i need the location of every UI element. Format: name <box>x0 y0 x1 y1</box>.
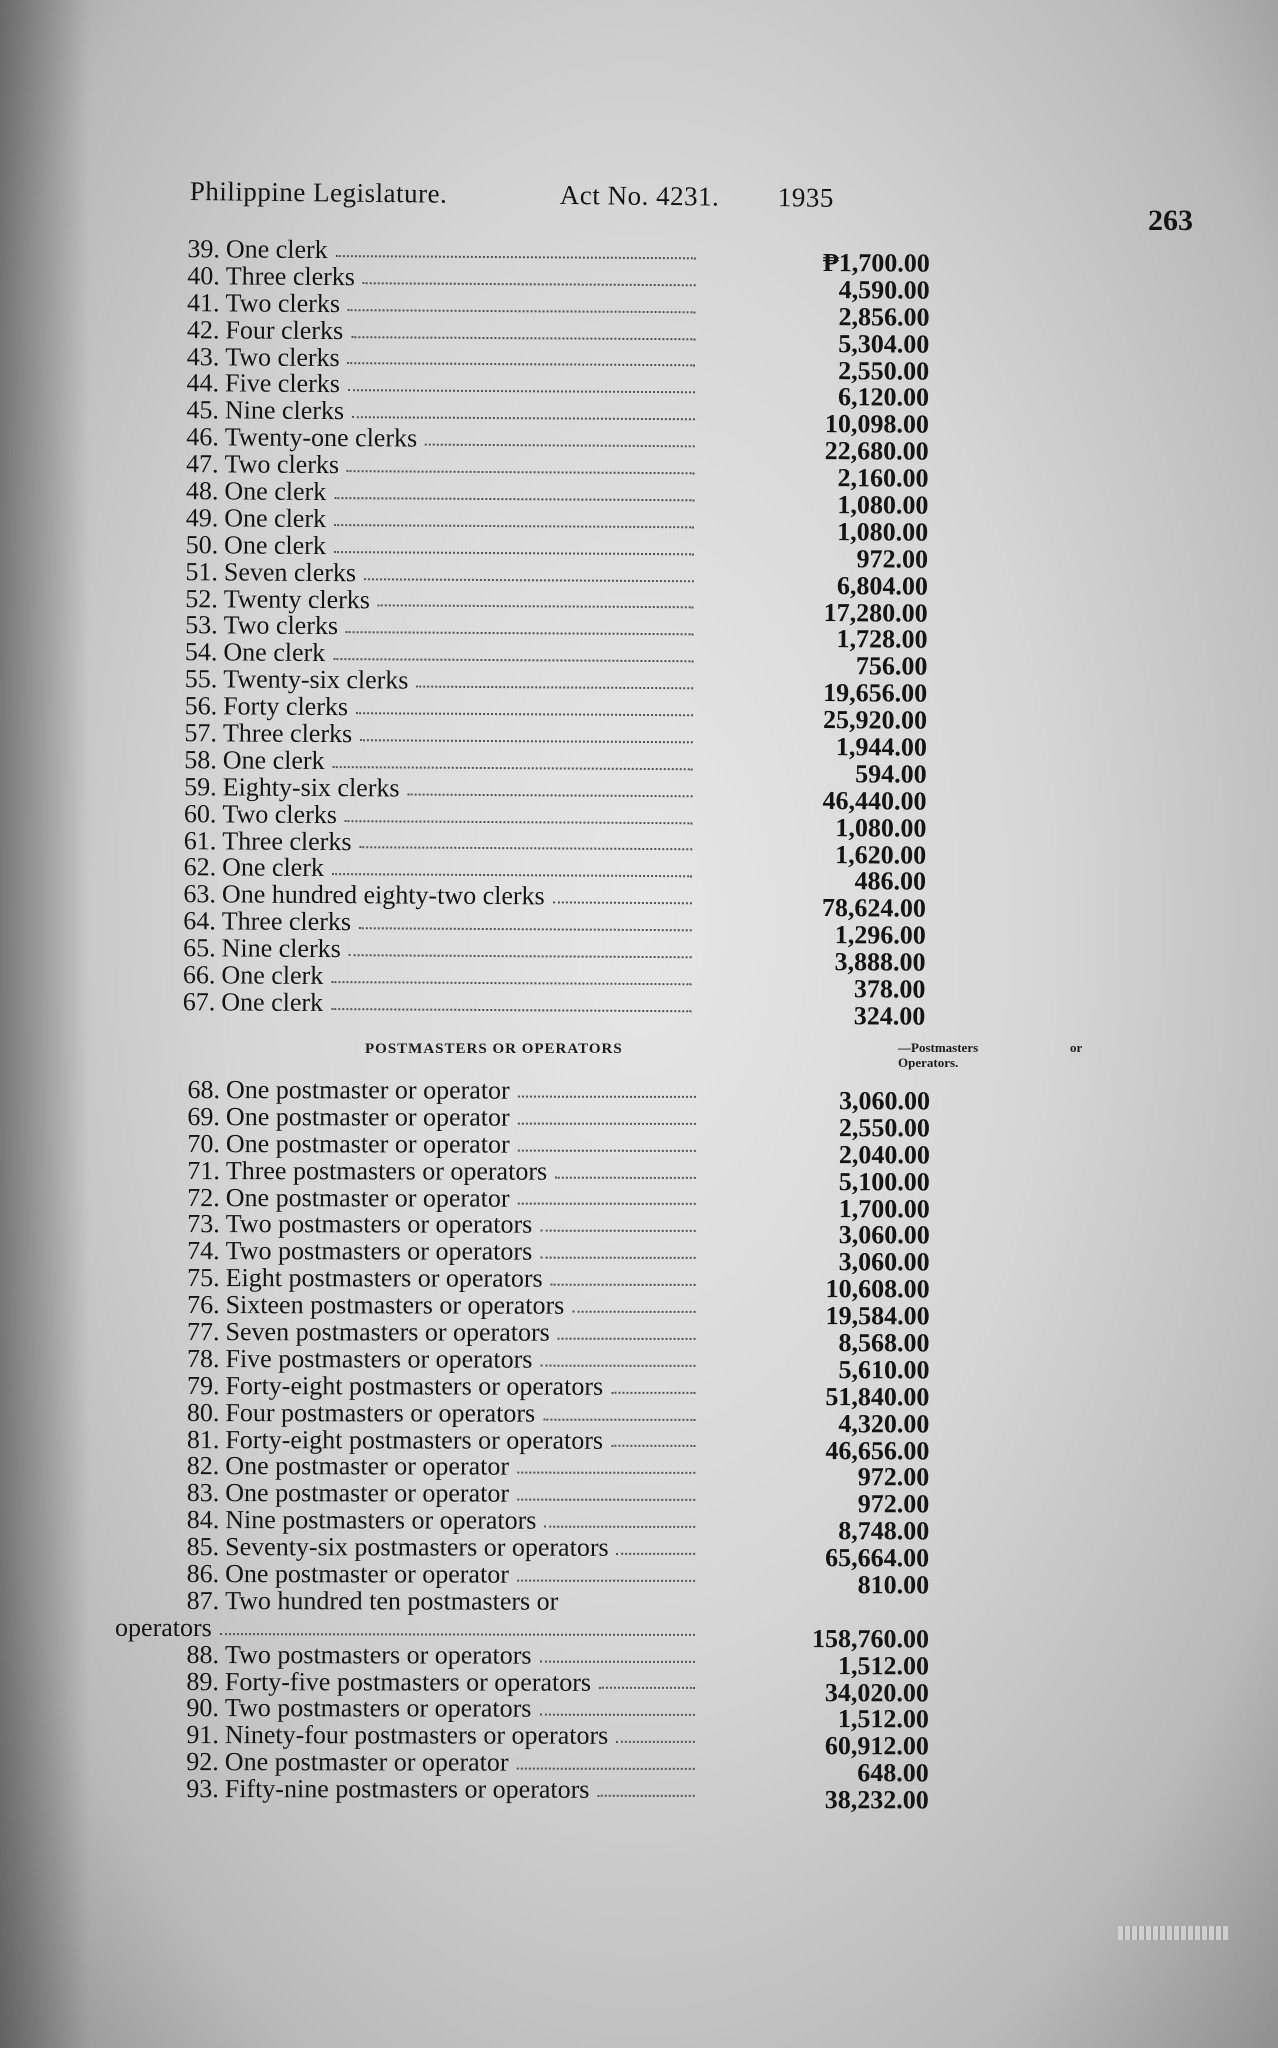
item-description: One hundred eighty-two clerks <box>221 879 545 911</box>
item-amount: 6,120.00 <box>837 382 930 413</box>
list-item <box>159 1666 929 1707</box>
item-description: Three clerks <box>222 825 352 856</box>
item-number: 40. <box>187 261 220 291</box>
item-description: Nine clerks <box>224 395 345 426</box>
item-description: Three clerks <box>222 718 353 749</box>
item-description: Two clerks <box>225 341 340 372</box>
item-description: Four postmasters or operators <box>225 1397 536 1428</box>
item-number: 93. <box>186 1774 219 1804</box>
item-description: operators <box>115 1612 212 1642</box>
item-description: Seventy-six postmasters or operators <box>225 1532 609 1562</box>
item-amount: 34,020.00 <box>824 1677 929 1707</box>
item-amount: 1,296.00 <box>834 920 926 950</box>
item-number: 88. <box>186 1639 220 1669</box>
list-item <box>159 1720 929 1761</box>
item-amount: 8,568.00 <box>838 1328 930 1358</box>
page-number: 263 <box>1148 204 1193 237</box>
item-number: 85. <box>186 1532 220 1562</box>
item-amount: 810.00 <box>857 1570 930 1600</box>
item-amount: 972.00 <box>856 544 929 574</box>
item-description: One clerk <box>224 476 327 507</box>
item-description: Two hundred ten postmasters or <box>225 1586 559 1616</box>
item-number: 63. <box>183 879 217 909</box>
item-amount: ₱1,700.00 <box>822 248 930 278</box>
item-description: Twenty-six clerks <box>223 664 409 695</box>
item-amount: 2,040.00 <box>838 1139 930 1170</box>
item-number: 61. <box>183 825 217 855</box>
list-item <box>160 1209 930 1250</box>
item-number: 79. <box>186 1370 220 1400</box>
dot-leader <box>332 872 692 877</box>
dot-leader <box>334 496 694 501</box>
list-item <box>159 1693 929 1734</box>
dot-leader <box>359 846 692 851</box>
dot-leader <box>558 1337 696 1340</box>
item-number: 55. <box>184 664 218 694</box>
margin-note-or: or <box>1070 1040 1083 1055</box>
running-header <box>190 176 1090 225</box>
dot-leader <box>333 657 693 662</box>
dot-leader <box>573 1310 696 1313</box>
item-amount: 1,620.00 <box>835 839 927 870</box>
dot-leader <box>540 1363 695 1366</box>
dot-leader <box>352 415 695 420</box>
dot-leader <box>517 1471 695 1474</box>
item-number: 43. <box>186 341 220 371</box>
item-amount: 1,512.00 <box>837 1650 929 1681</box>
item-amount: 3,060.00 <box>838 1220 930 1250</box>
item-amount: 2,856.00 <box>838 301 930 332</box>
margin-note <box>898 1040 1098 1070</box>
dot-leader <box>518 1202 696 1205</box>
dot-leader <box>351 335 695 340</box>
item-amount: 1,728.00 <box>836 624 928 655</box>
item-number: 42. <box>186 314 220 345</box>
item-description: Eight postmasters or operators <box>225 1263 543 1293</box>
item-amount: 486.00 <box>854 866 927 897</box>
item-description: Five postmasters or operators <box>225 1344 533 1374</box>
item-description: Twenty-one clerks <box>224 422 418 453</box>
dot-leader <box>541 1229 696 1232</box>
dot-leader <box>346 631 694 636</box>
item-amount: 25,920.00 <box>822 705 928 735</box>
item-amount: 65,664.00 <box>825 1543 930 1573</box>
item-amount: 158,760.00 <box>811 1623 930 1654</box>
dot-leader <box>518 1095 696 1098</box>
item-amount: 3,060.00 <box>838 1086 930 1116</box>
item-number: 91. <box>186 1720 219 1750</box>
dot-leader <box>336 254 696 259</box>
dot-leader <box>599 1686 695 1689</box>
item-description: Seven postmasters or operators <box>225 1317 550 1347</box>
header-act: Act No. 4231. <box>559 179 720 212</box>
list-item <box>160 1290 930 1331</box>
dot-leader <box>553 901 692 905</box>
item-number: 59. <box>184 771 217 802</box>
item-amount: 2,160.00 <box>837 463 929 493</box>
dot-leader <box>378 604 694 609</box>
dot-leader <box>356 711 693 716</box>
item-number: 39. <box>187 234 221 264</box>
dot-leader <box>541 1256 696 1259</box>
item-number: 69. <box>187 1101 220 1131</box>
item-amount: 378.00 <box>853 974 926 1004</box>
dot-leader <box>334 550 694 555</box>
item-amount: 1,700.00 <box>838 1193 930 1223</box>
header-year: 1935 <box>777 182 834 213</box>
item-description: One postmaster or operator <box>225 1182 510 1213</box>
item-number: 45. <box>186 395 220 425</box>
item-number: 41. <box>187 287 220 318</box>
item-number: 44. <box>186 368 220 398</box>
item-amount: 51,840.00 <box>825 1381 930 1412</box>
item-amount: 17,280.00 <box>823 597 928 628</box>
dot-leader <box>518 1148 696 1151</box>
item-number: 90. <box>186 1693 219 1723</box>
item-amount: 46,440.00 <box>822 785 927 816</box>
item-number: 47. <box>186 449 219 479</box>
item-description: One postmaster or operator <box>224 1747 509 1777</box>
dot-leader <box>598 1794 695 1797</box>
item-number: 52. <box>185 583 218 613</box>
item-number: 57. <box>184 718 218 748</box>
dot-leader <box>331 1007 691 1012</box>
item-description: Three clerks <box>225 261 356 292</box>
item-number: 68. <box>187 1075 221 1105</box>
list-item <box>159 1585 719 1616</box>
dot-leader <box>344 819 692 824</box>
item-description: One postmaster or operator <box>225 1451 510 1482</box>
item-amount: 972.00 <box>857 1489 930 1519</box>
dot-leader <box>425 443 695 448</box>
item-description: Two clerks <box>225 288 341 318</box>
list-item <box>159 1774 929 1815</box>
item-description: One clerk <box>221 987 324 1017</box>
dot-leader <box>363 281 696 286</box>
item-number: 50. <box>185 529 219 560</box>
dot-leader <box>408 792 693 797</box>
dot-leader <box>616 1740 695 1743</box>
item-amount: 1,080.00 <box>837 517 929 547</box>
item-amount: 2,550.00 <box>838 1113 930 1143</box>
item-description: One postmaster or operator <box>225 1102 510 1132</box>
item-number: 86. <box>186 1559 220 1589</box>
list-item <box>159 1747 929 1788</box>
item-number: 62. <box>183 852 217 882</box>
item-number: 76. <box>187 1290 220 1320</box>
item-description: Two postmasters or operators <box>225 1209 533 1240</box>
clerks-list <box>155 234 930 1031</box>
item-description: Two postmasters or operators <box>225 1236 533 1266</box>
list-item <box>160 1317 930 1358</box>
item-description: Twenty clerks <box>223 583 371 614</box>
dot-leader <box>334 523 694 528</box>
item-number: 72. <box>187 1182 220 1212</box>
item-number: 51. <box>185 556 219 587</box>
item-amount: 5,100.00 <box>838 1166 930 1197</box>
item-description: Seven clerks <box>223 557 357 587</box>
item-amount: 10,608.00 <box>825 1274 930 1304</box>
list-item <box>159 1424 930 1465</box>
item-number: 54. <box>184 637 218 667</box>
item-description: One postmaster or operator <box>225 1128 510 1159</box>
item-description: Two postmasters or operators <box>224 1639 532 1670</box>
item-number: 66. <box>182 960 216 990</box>
item-description: Nine postmasters or operators <box>225 1505 537 1535</box>
item-number: 65. <box>183 933 216 963</box>
item-description: Three clerks <box>221 906 352 937</box>
item-amount: 648.00 <box>857 1758 929 1788</box>
dot-leader <box>551 1283 696 1286</box>
dot-leader <box>360 738 693 743</box>
item-amount: 5,304.00 <box>838 328 930 359</box>
postmasters-list <box>115 1075 930 1815</box>
header-publication: Philippine Legislature. <box>189 176 448 209</box>
item-description: Forty-eight postmasters or operators <box>225 1370 604 1401</box>
item-number: 78. <box>186 1343 220 1374</box>
item-number: 92. <box>186 1747 219 1777</box>
item-amount: 22,680.00 <box>824 436 929 466</box>
item-number: 83. <box>186 1478 220 1508</box>
item-amount: 1,944.00 <box>835 732 927 762</box>
item-description: Sixteen postmasters or operators <box>225 1290 565 1320</box>
item-amount: 19,656.00 <box>823 678 928 708</box>
item-amount: 756.00 <box>855 651 928 682</box>
dot-leader <box>349 953 692 958</box>
item-amount: 78,624.00 <box>821 893 926 924</box>
item-number: 60. <box>183 798 217 829</box>
item-amount: 60,912.00 <box>824 1731 929 1761</box>
item-number: 73. <box>187 1209 220 1239</box>
list-item <box>159 1451 930 1492</box>
dot-leader <box>517 1767 695 1770</box>
item-description: One clerk <box>224 530 326 560</box>
list-item <box>160 1182 930 1223</box>
item-amount: 4,320.00 <box>838 1408 930 1439</box>
item-number: 80. <box>186 1397 220 1427</box>
dot-leader <box>364 577 694 582</box>
item-description: One clerk <box>223 637 326 668</box>
item-description: Three postmasters or operators <box>225 1155 548 1186</box>
item-description: One postmaster or operator <box>225 1478 510 1508</box>
item-number: 67. <box>182 987 216 1017</box>
margin-note-operators: Operators. <box>898 1055 959 1070</box>
dot-leader <box>333 765 693 770</box>
item-amount: 3,888.00 <box>834 947 926 977</box>
item-description: Forty clerks <box>223 691 349 722</box>
item-description: Forty-eight postmasters or operators <box>225 1424 604 1455</box>
dot-leader <box>348 388 695 393</box>
item-description: Forty-five postmasters or operators <box>224 1666 592 1697</box>
item-number: 53. <box>185 610 218 640</box>
item-number: 71. <box>187 1155 220 1185</box>
dot-leader <box>555 1175 696 1178</box>
dot-leader <box>220 1632 695 1636</box>
item-amount: 46,656.00 <box>825 1435 930 1465</box>
item-number: 84. <box>186 1505 220 1535</box>
item-description: Two clerks <box>223 610 339 641</box>
item-description: Nine clerks <box>221 933 341 964</box>
dot-leader <box>331 980 691 985</box>
item-number: 46. <box>186 422 219 452</box>
scanner-barcode-mark <box>1118 1926 1228 1940</box>
item-number: 64. <box>183 906 216 936</box>
dot-leader <box>544 1525 695 1528</box>
dot-leader <box>540 1713 695 1716</box>
item-number: 58. <box>184 745 217 775</box>
item-description: Five clerks <box>225 368 341 399</box>
list-item <box>159 1532 930 1573</box>
item-description: One clerk <box>221 960 324 991</box>
item-number: 87. <box>186 1585 220 1616</box>
dot-leader <box>517 1579 695 1582</box>
item-amount: 19,584.00 <box>825 1301 930 1331</box>
dot-leader <box>416 685 693 690</box>
item-number: 56. <box>184 691 218 721</box>
item-description: Two postmasters or operators <box>224 1693 532 1724</box>
item-description: Eighty-six clerks <box>222 772 400 803</box>
dot-leader <box>347 469 695 474</box>
dot-leader <box>543 1417 695 1420</box>
item-amount: 324.00 <box>853 1001 926 1031</box>
dot-leader <box>616 1552 695 1555</box>
dot-leader <box>540 1659 695 1662</box>
item-description: One clerk <box>222 852 325 883</box>
item-description: One postmaster or operator <box>225 1075 510 1105</box>
dot-leader <box>517 1498 695 1501</box>
item-description: One postmaster or operator <box>225 1559 509 1589</box>
item-amount: 38,232.00 <box>824 1785 929 1815</box>
item-description: One clerk <box>224 503 327 533</box>
item-amount: 10,098.00 <box>824 409 929 440</box>
list-item <box>159 1478 930 1519</box>
list-item <box>159 1559 930 1600</box>
section-heading: POSTMASTERS OR OPERATORS <box>365 1041 623 1057</box>
dot-leader <box>518 1121 696 1124</box>
dot-leader <box>348 308 696 313</box>
item-number: 81. <box>186 1424 220 1454</box>
item-amount: 5,610.00 <box>838 1355 930 1385</box>
item-amount: 1,080.00 <box>835 812 927 843</box>
item-description: Ninety-four postmasters or operators <box>224 1720 609 1751</box>
item-amount: 1,080.00 <box>837 490 929 520</box>
item-number: 49. <box>185 503 219 533</box>
item-amount: 6,804.00 <box>836 570 928 601</box>
item-description: Two clerks <box>224 449 340 480</box>
item-number: 74. <box>187 1236 220 1266</box>
item-number: 75. <box>187 1263 220 1293</box>
item-amount: 594.00 <box>855 759 927 789</box>
dot-leader <box>611 1390 695 1393</box>
item-amount: 1,512.00 <box>837 1704 929 1734</box>
item-amount: 8,748.00 <box>838 1516 930 1546</box>
item-description: One clerk <box>222 745 325 775</box>
list-item <box>159 1505 930 1546</box>
dot-leader <box>359 926 692 931</box>
item-description: Fifty-nine postmasters or operators <box>224 1774 590 1804</box>
item-description: Four clerks <box>225 315 344 345</box>
item-amount: 4,590.00 <box>838 275 930 305</box>
item-number: 70. <box>187 1128 220 1158</box>
list-item <box>160 1263 930 1304</box>
item-amount: 2,550.00 <box>838 355 930 386</box>
item-number: 77. <box>187 1317 220 1347</box>
dot-leader <box>611 1444 695 1447</box>
item-amount: 972.00 <box>857 1462 930 1492</box>
item-number: 89. <box>186 1666 219 1696</box>
item-amount: 3,060.00 <box>838 1247 930 1277</box>
scan-edge-shadow <box>0 0 90 2048</box>
item-description: One clerk <box>225 234 328 265</box>
margin-note-postmasters: —Postmasters <box>898 1040 979 1055</box>
item-description: Two clerks <box>222 799 337 829</box>
list-item <box>160 1236 930 1277</box>
dot-leader <box>347 362 695 367</box>
item-number: 82. <box>186 1451 220 1481</box>
item-number: 48. <box>185 476 219 506</box>
